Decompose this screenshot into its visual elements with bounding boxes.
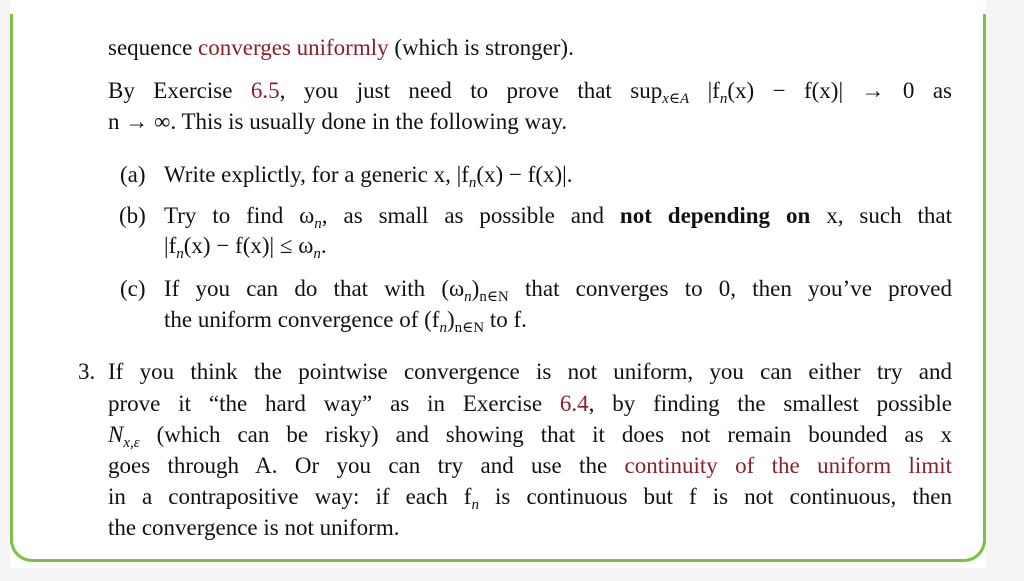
item-3-line-5: in a contrapositive way: if each $f_n$ is continuous but f is not continuous, then (108, 484, 952, 513)
item-a-text: Write explictly, for a generic x, $|f_n(x) - f(x)|$. (164, 162, 573, 191)
item-c-line-1: If you can do that with $(\omega_n)_{n\in N}$ that converges to 0, then you’ve proved (164, 276, 952, 305)
item-a-label: (a) (120, 162, 146, 187)
continuity-uniform-limit-link[interactable]: continuity of the uniform limit (624, 453, 952, 478)
item-c-label: (c) (120, 276, 146, 301)
item-3-number: 3. (78, 359, 96, 384)
item-c-line-2: the uniform convergence of $(f_n)_{n\in N}$ to f. (164, 307, 527, 336)
item-3-line-3: $N_{x,\varepsilon}$ (which can be risky) and showing that it does not remain bounded as x (108, 422, 952, 451)
intro-line-2: n → ∞. This is usually done in the following way. (108, 109, 568, 134)
left-border (10, 14, 13, 544)
intro-line-1: By Exercise 6.5, you just need to prove that sup$_{x\in A}$ $|f_n(x) - f(x)| \to 0$ as (108, 78, 953, 107)
item-b-line-2: $|f_n(x) - f(x)| \le \omega_n$. (164, 233, 327, 262)
item-b-line-1: Try to find $\omega_n$, as small as possible and not depending on x, such that (164, 203, 953, 232)
exercise-6-4-link[interactable]: 6.4 (559, 391, 589, 416)
bottom-border (34, 559, 962, 562)
right-border (983, 14, 986, 544)
item-3-line-1: If you think the pointwise convergence is not uniform, you can either try and (108, 359, 952, 384)
item-3-line-6: the convergence is not uniform. (108, 515, 400, 540)
exercise-6-5-link[interactable]: 6.5 (250, 78, 280, 103)
converges-uniformly-link[interactable]: converges uniformly (198, 35, 389, 60)
item-3-line-4: goes through A. Or you can try and use the continuity of the uniform limit (108, 453, 952, 478)
item-3-line-2: prove it “the hard way” as in Exercise 6.4, by finding the smallest possible (108, 391, 953, 416)
intro-line-0: sequence converges uniformly (which is stronger). (108, 35, 574, 60)
item-b-label: (b) (119, 203, 146, 228)
